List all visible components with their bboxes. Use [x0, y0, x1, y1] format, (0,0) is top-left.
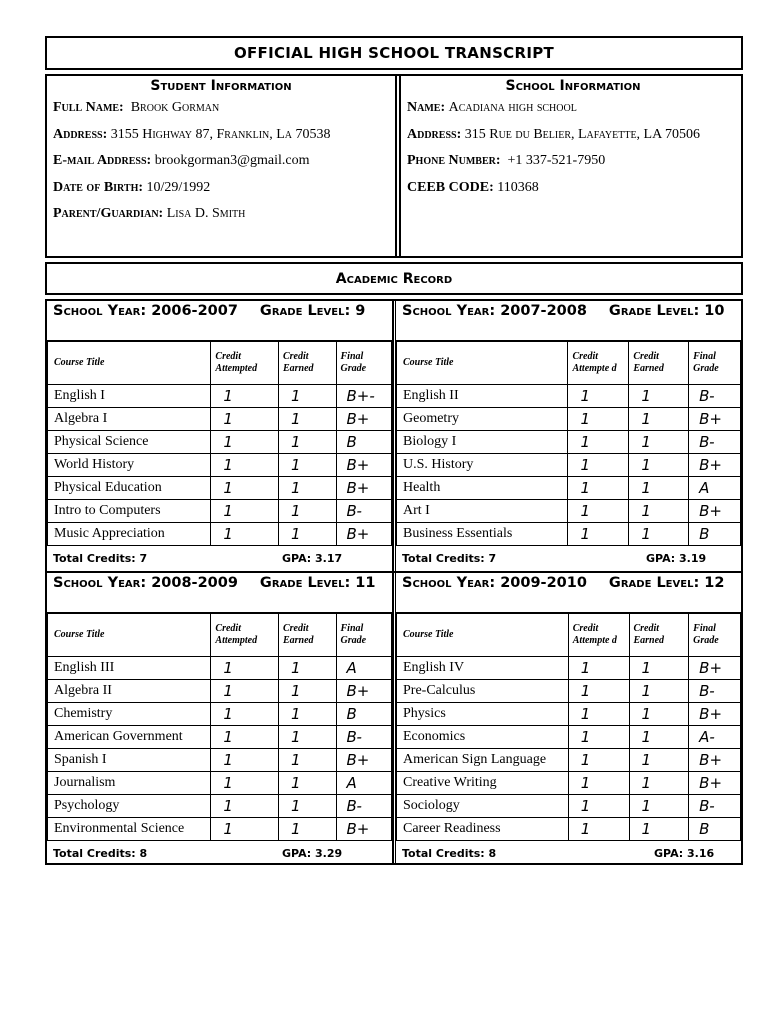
table-row — [397, 680, 741, 703]
credit-earned: 1 — [629, 818, 689, 841]
credit-attempted: 1 — [211, 408, 279, 431]
credit-attempted: 1 — [211, 523, 279, 546]
course-title: Pre-Calculus — [397, 680, 569, 703]
table-row — [397, 500, 741, 523]
credit-earned: 1 — [629, 500, 689, 523]
credit-earned: 1 — [279, 703, 337, 726]
gpa: GPA: 3.16 — [654, 847, 715, 860]
student-email-row — [47, 148, 395, 175]
student-address-label: Address: — [53, 126, 108, 142]
course-title: American Sign Language — [397, 749, 569, 772]
credit-attempted: 1 — [568, 795, 629, 818]
credit-attempted: 1 — [211, 454, 279, 477]
year-totals — [47, 841, 392, 866]
course-table-header — [48, 614, 392, 657]
credit-earned: 1 — [279, 385, 337, 408]
total-credits: Total Credits: 8 — [402, 847, 497, 860]
school-address-row — [401, 122, 745, 149]
table-row — [48, 657, 392, 680]
final-grade: A- — [689, 726, 741, 749]
credit-attempted: 1 — [568, 726, 629, 749]
credit-attempted: 1 — [568, 749, 629, 772]
school-year-title — [47, 573, 392, 613]
final-grade: B+ — [689, 657, 741, 680]
final-grade: B+ — [689, 749, 741, 772]
table-row — [397, 772, 741, 795]
credit-earned: 1 — [279, 818, 337, 841]
student-guardian: Lisa D. Smith — [166, 206, 246, 221]
course-title: Creative Writing — [397, 772, 569, 795]
course-table-header — [397, 614, 741, 657]
credit-attempted: 1 — [568, 500, 629, 523]
student-dob-row — [47, 175, 395, 202]
gpa: GPA: 3.19 — [646, 552, 707, 565]
credit-attempted: 1 — [211, 749, 279, 772]
credit-earned: 1 — [279, 795, 337, 818]
transcript-title: OFFICIAL HIGH SCHOOL TRANSCRIPT — [233, 44, 555, 62]
academic-records — [45, 299, 743, 865]
course-title: Physics — [397, 703, 569, 726]
final-grade-header: Final Grade — [336, 342, 392, 385]
course-table-header — [397, 342, 741, 385]
credit-attempted: 1 — [568, 523, 629, 546]
credit-earned: 1 — [279, 454, 337, 477]
table-row — [48, 703, 392, 726]
school-year-title — [47, 301, 392, 341]
course-title: Spanish I — [48, 749, 211, 772]
course-table-header — [48, 342, 392, 385]
final-grade: B+ — [689, 772, 741, 795]
credit-attempted: 1 — [568, 454, 629, 477]
credit-earned: 1 — [629, 454, 689, 477]
grade-level-label: Grade Level: 10 — [608, 303, 725, 319]
course-title: English II — [397, 385, 568, 408]
final-grade-header: Final Grade — [689, 614, 741, 657]
table-row — [48, 818, 392, 841]
final-grade: B+ — [689, 454, 741, 477]
school-info-heading: School Information — [505, 78, 641, 94]
course-title: Physical Science — [48, 431, 211, 454]
school-information — [399, 76, 745, 256]
course-title: Psychology — [48, 795, 211, 818]
school-year-label: School Year: 2009-2010 — [402, 575, 587, 591]
final-grade: B- — [336, 500, 392, 523]
course-table — [47, 613, 392, 841]
course-title: English IV — [397, 657, 569, 680]
course-title: Intro to Computers — [48, 500, 211, 523]
credit-attempted: 1 — [211, 795, 279, 818]
student-guardian-label: Parent/Guardian: — [53, 206, 164, 221]
final-grade: B+ — [336, 523, 392, 546]
course-title: U.S. History — [397, 454, 568, 477]
student-info-heading: Student Information — [150, 78, 292, 94]
final-grade: B+ — [336, 818, 392, 841]
course-title: Biology I — [397, 431, 568, 454]
table-row — [48, 408, 392, 431]
table-row — [48, 749, 392, 772]
credit-earned: 1 — [629, 703, 689, 726]
final-grade: B+- — [336, 385, 392, 408]
credit-earned: 1 — [629, 408, 689, 431]
credit-earned: 1 — [629, 385, 689, 408]
grade-level-label: Grade Level: 12 — [608, 575, 725, 591]
academic-record-heading: Academic Record — [335, 270, 453, 287]
credit-earned: 1 — [629, 772, 689, 795]
course-table — [396, 613, 741, 841]
table-row — [48, 772, 392, 795]
credit-earned: 1 — [629, 680, 689, 703]
table-row — [397, 657, 741, 680]
course-title: Economics — [397, 726, 569, 749]
table-row — [397, 703, 741, 726]
academic-record-heading-box — [45, 262, 743, 295]
total-credits: Total Credits: 7 — [53, 552, 148, 565]
school-name: Acadiana high school — [448, 100, 577, 115]
school-year-label: School Year: 2008-2009 — [53, 575, 238, 591]
credit-attempted: 1 — [211, 500, 279, 523]
student-information — [47, 76, 397, 256]
final-grade: B+ — [336, 408, 392, 431]
school-address-label: Address: — [407, 126, 462, 142]
credit-attempted: 1 — [568, 818, 629, 841]
student-name-row — [47, 95, 395, 122]
final-grade: B- — [336, 795, 392, 818]
course-table — [47, 341, 392, 546]
student-address: 3155 Highway 87, Franklin, La 70538 — [110, 126, 331, 142]
credit-attempted-header: Credit Attempted — [211, 614, 279, 657]
credit-attempted: 1 — [211, 818, 279, 841]
table-row — [48, 500, 392, 523]
credit-earned: 1 — [629, 657, 689, 680]
year-totals — [47, 546, 392, 571]
table-row — [48, 477, 392, 500]
grade-level-label: Grade Level: 9 — [259, 303, 366, 319]
credit-attempted: 1 — [568, 703, 629, 726]
table-row — [48, 385, 392, 408]
course-title: Art I — [397, 500, 568, 523]
course-title: Sociology — [397, 795, 569, 818]
course-title: World History — [48, 454, 211, 477]
course-title: Business Essentials — [397, 523, 568, 546]
final-grade: B+ — [689, 408, 741, 431]
course-title: Health — [397, 477, 568, 500]
school-year-label: School Year: 2006-2007 — [53, 303, 238, 319]
table-row — [397, 795, 741, 818]
school-year-label: School Year: 2007-2008 — [402, 303, 587, 319]
credit-earned: 1 — [279, 500, 337, 523]
table-row — [48, 454, 392, 477]
final-grade: B — [336, 703, 392, 726]
student-email: brookgorman3@gmail.com — [154, 153, 310, 168]
school-year-title — [396, 573, 741, 613]
credit-earned: 1 — [279, 772, 337, 795]
info-section — [45, 74, 743, 258]
course-title: Music Appreciation — [48, 523, 211, 546]
final-grade: B+ — [336, 680, 392, 703]
school-ceeb-label: CEEB CODE: — [407, 179, 494, 195]
course-title: Algebra II — [48, 680, 211, 703]
final-grade: B- — [689, 385, 741, 408]
credit-attempted: 1 — [568, 657, 629, 680]
table-row — [397, 454, 741, 477]
final-grade: A — [336, 772, 392, 795]
credit-earned: 1 — [279, 477, 337, 500]
gpa: GPA: 3.17 — [282, 552, 343, 565]
transcript-title-box — [45, 36, 743, 70]
course-title: Career Readiness — [397, 818, 569, 841]
table-row — [397, 477, 741, 500]
student-name: Brook Gorman — [130, 100, 220, 115]
credit-earned: 1 — [629, 726, 689, 749]
school-phone-row — [401, 148, 745, 175]
course-title: Environmental Science — [48, 818, 211, 841]
final-grade: B — [689, 818, 741, 841]
credit-earned: 1 — [629, 749, 689, 772]
final-grade: B+ — [689, 703, 741, 726]
school-year-block — [47, 573, 392, 866]
table-row — [48, 431, 392, 454]
table-row — [397, 726, 741, 749]
year-totals — [396, 841, 741, 866]
final-grade: B — [689, 523, 741, 546]
final-grade: B- — [689, 431, 741, 454]
credit-attempted-header: Credit Attempted — [211, 342, 279, 385]
final-grade: B- — [689, 680, 741, 703]
school-name-label: Name: — [407, 100, 446, 115]
credit-attempted: 1 — [568, 680, 629, 703]
credit-attempted: 1 — [211, 726, 279, 749]
credit-earned: 1 — [629, 523, 689, 546]
course-title-header: Course Title — [48, 342, 211, 385]
final-grade: B- — [689, 795, 741, 818]
credit-earned: 1 — [629, 431, 689, 454]
school-address: 315 Rue du Belier, Lafayette, LA 70506 — [464, 126, 700, 142]
grade-level-label: Grade Level: 11 — [259, 575, 376, 591]
school-name-row — [401, 95, 745, 122]
table-row — [397, 385, 741, 408]
school-phone: +1 337-521-7950 — [507, 153, 606, 168]
course-title: Physical Education — [48, 477, 211, 500]
credit-attempted-header: Credit Attempte d — [568, 614, 629, 657]
credit-earned: 1 — [279, 523, 337, 546]
final-grade: B+ — [336, 454, 392, 477]
school-phone-label: Phone Number: — [407, 153, 501, 168]
table-row — [397, 408, 741, 431]
final-grade-header: Final Grade — [689, 342, 741, 385]
course-title: Geometry — [397, 408, 568, 431]
credit-attempted: 1 — [568, 772, 629, 795]
course-title: Chemistry — [48, 703, 211, 726]
final-grade: A — [336, 657, 392, 680]
credit-attempted: 1 — [211, 772, 279, 795]
credit-attempted: 1 — [568, 477, 629, 500]
final-grade: B — [336, 431, 392, 454]
credit-earned-header: Credit Earned — [629, 342, 689, 385]
table-row — [48, 523, 392, 546]
course-title: Algebra I — [48, 408, 211, 431]
credit-earned-header: Credit Earned — [279, 614, 337, 657]
credit-attempted: 1 — [211, 657, 279, 680]
total-credits: Total Credits: 7 — [402, 552, 497, 565]
student-guardian-row — [47, 201, 395, 228]
final-grade: B- — [336, 726, 392, 749]
course-title: Journalism — [48, 772, 211, 795]
credit-earned: 1 — [279, 726, 337, 749]
student-dob-label: Date of Birth: — [53, 179, 144, 195]
course-title-header: Course Title — [397, 342, 568, 385]
course-title: English I — [48, 385, 211, 408]
credit-attempted: 1 — [211, 385, 279, 408]
table-row — [397, 818, 741, 841]
final-grade: B+ — [336, 477, 392, 500]
school-year-title — [396, 301, 741, 341]
credit-earned: 1 — [629, 477, 689, 500]
credit-attempted-header: Credit Attempte d — [568, 342, 629, 385]
credit-earned: 1 — [279, 431, 337, 454]
final-grade: A — [689, 477, 741, 500]
gpa: GPA: 3.29 — [282, 847, 343, 860]
course-title: American Government — [48, 726, 211, 749]
school-year-block — [396, 301, 741, 571]
credit-attempted: 1 — [211, 703, 279, 726]
final-grade-header: Final Grade — [336, 614, 392, 657]
credit-attempted: 1 — [568, 408, 629, 431]
table-row — [397, 523, 741, 546]
credit-earned: 1 — [279, 657, 337, 680]
table-row — [48, 680, 392, 703]
credit-attempted: 1 — [211, 680, 279, 703]
credit-earned: 1 — [629, 795, 689, 818]
credit-earned-header: Credit Earned — [279, 342, 337, 385]
table-row — [397, 431, 741, 454]
school-ceeb: 110368 — [497, 179, 539, 195]
credit-earned: 1 — [279, 680, 337, 703]
course-title: English III — [48, 657, 211, 680]
course-title-header: Course Title — [397, 614, 569, 657]
student-name-label: Full Name: — [53, 100, 124, 115]
total-credits: Total Credits: 8 — [53, 847, 148, 860]
table-row — [48, 795, 392, 818]
credit-attempted: 1 — [568, 431, 629, 454]
school-ceeb-row — [401, 175, 745, 202]
student-dob: 10/29/1992 — [146, 179, 211, 195]
credit-earned: 1 — [279, 749, 337, 772]
credit-earned: 1 — [279, 408, 337, 431]
student-email-label: E-mail Address: — [53, 153, 152, 168]
credit-attempted: 1 — [211, 431, 279, 454]
school-year-block — [47, 301, 392, 571]
student-address-row — [47, 122, 395, 149]
final-grade: B+ — [336, 749, 392, 772]
course-title-header: Course Title — [48, 614, 211, 657]
table-row — [48, 726, 392, 749]
year-totals — [396, 546, 741, 571]
final-grade: B+ — [689, 500, 741, 523]
credit-earned-header: Credit Earned — [629, 614, 689, 657]
credit-attempted: 1 — [568, 385, 629, 408]
credit-attempted: 1 — [211, 477, 279, 500]
table-row — [397, 749, 741, 772]
school-year-block — [396, 573, 741, 866]
course-table — [396, 341, 741, 546]
